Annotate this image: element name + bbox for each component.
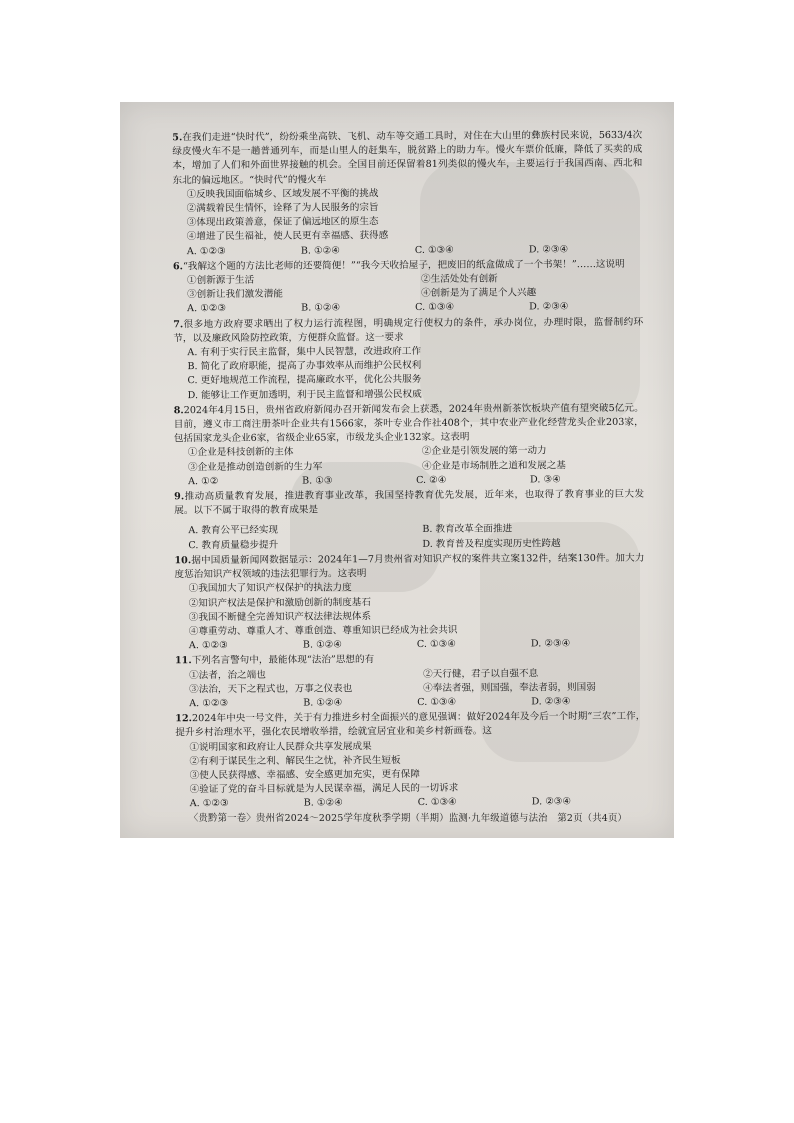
statement-item: ②满载着民生情怀，诠释了为人民服务的宗旨: [186, 202, 379, 215]
answer-choice: A. ①②③: [186, 245, 226, 257]
question-text: “我解这个题的方法比老师的还要简便！”“我今天收拾屋子，把废旧的纸盒做成了一个书架！”……这说明: [182, 258, 625, 273]
question-block: [175, 652, 645, 711]
answer-choice: C. ①③④: [415, 302, 455, 314]
question-stem: [174, 488, 644, 519]
question-stem: [175, 710, 645, 741]
statement-item: ①反映我国面临城乡、区域发展不平衡的挑战: [186, 187, 379, 200]
statement-item: ③企业是推动创造创新的生力军: [187, 461, 323, 473]
answer-choices: [174, 473, 644, 490]
answer-choice: C. ①③④: [416, 638, 456, 651]
statement-item: ③使人民获得感、幸福感、安全感更加充实，更有保障: [189, 768, 420, 782]
question-number: 8.: [173, 405, 184, 417]
answer-choices: [173, 300, 643, 317]
answer-choice: C. ①③④: [417, 696, 457, 708]
question-number: 6.: [172, 261, 183, 273]
answer-choice: D. ②③④: [531, 696, 571, 708]
answer-choice: B. ①③: [302, 475, 333, 487]
question-text: 推动高质量教育发展，推进教育事业改革，我国坚持教育优先发展，近年来，也取得了教育事业的巨大发展。以下不属于取得的教育成果是: [174, 488, 645, 517]
question-stem: [173, 315, 643, 346]
question-stem: [172, 129, 642, 188]
statement-item: ②企业是引领发展的第一动力: [421, 445, 547, 458]
question-stem: [174, 402, 644, 447]
statement-list: [175, 738, 645, 797]
answer-choice: D. ②③④: [530, 638, 571, 650]
answer-choice: B. ①②④: [303, 797, 343, 809]
statement-item: ①法者，治之端也: [189, 669, 266, 681]
answer-choice: D. ③④: [530, 474, 561, 486]
answer-choice: D. ②③④: [529, 301, 569, 313]
question-number: 7.: [173, 318, 184, 330]
statement-item: ①创新源于生活: [186, 274, 255, 287]
answer-choices: [175, 637, 645, 654]
answer-choice: B. 教育改革全面推进: [422, 523, 513, 536]
statement-list: [175, 580, 645, 639]
statement-item: ②天行健，君子以自强不息: [423, 667, 539, 680]
question-block: [174, 488, 644, 553]
answer-choices: [173, 344, 643, 403]
answer-choice: A. ①②③: [189, 798, 229, 810]
statement-item: ④企业是市场制胜之道和发展之基: [421, 459, 566, 472]
question-number: 12.: [175, 713, 193, 725]
answer-choice: D. 教育普及程度实现历史性跨越: [422, 537, 561, 550]
question-block: [172, 129, 643, 259]
answer-choice: A. ①②③: [187, 303, 227, 315]
statement-item: ④创新是为了满足个人兴趣: [421, 287, 537, 300]
statement-item: ③创新让我们激发潜能: [187, 288, 284, 301]
question-text: 据中国质量新闻网数据显示：2024年1—7月贵州省对知识产权的案件共立案132件，结案130件。加大力度惩治知识产权领域的违法犯罪行为。这表明: [174, 552, 645, 581]
answer-choice: A. 有利于实行民主监督，集中人民智慧，改进政府工作: [187, 345, 422, 359]
answer-choices: [173, 242, 643, 259]
answer-choice: D. ②③④: [528, 243, 569, 255]
question-number: 9.: [174, 491, 185, 503]
question-block: [173, 315, 643, 403]
answer-choice: C. 更好地规范工作流程，提高廉政水平，优化公共服务: [187, 374, 422, 387]
question-number: 11.: [174, 655, 192, 667]
answer-choice: B. ①②④: [303, 697, 343, 709]
answer-choice: A. ①②: [188, 475, 219, 488]
question-text: 2024年4月15日，贵州省政府新闻办召开新闻发布会上获悉，2024年贵州新茶饮板块产值有望突破5亿元。目前，遵义市工商注册茶叶企业共有1566家，茶叶专业合作社408个，其中农业产业化经营龙头企业203家，包括国家龙头企业6家，省级企业65家，市级龙头企业132家。这表明: [173, 402, 644, 445]
answer-choices: [174, 522, 644, 553]
statement-item: ①说明国家和政府让人民群众共享发展成果: [189, 740, 372, 753]
statement-list: [174, 444, 644, 475]
answer-choice: D. ②③④: [531, 796, 572, 808]
question-text: 2024年中央一号文件，关于有力推进乡村全面振兴的意见强调：做好2024年及今后一个时期“三农”工作，提升乡村治理水平，强化农民增收举措，绘就宜居宜业和美乡村新画卷。这: [175, 710, 646, 739]
question-number: 5.: [172, 132, 183, 144]
statement-item: ③法治，天下之程式也，万事之仪表也: [189, 683, 353, 695]
answer-choice: A. ①②③: [189, 697, 229, 710]
statement-item: ①我国加大了知识产权保护的执法力度: [188, 582, 352, 595]
statement-item: ②有利于谋民生之利、解民生之忧，补齐民生短板: [189, 754, 401, 767]
question-text: 在我们走进“快时代”，纷纷乘坐高铁、飞机、动车等交通工具时，对住在大山里的彝族村民来说，5633/4次绿皮慢火车不是一趟普通列车，而是山里人的赶集车，脱贫路上的助力车。慢火车票价低廉，降低了买卖的成本，增加了人们和外面世界接触的机会。全国目前还保留着81列类似的慢火车，主要运行于我国西南、西北和东北的偏远地区。“快时代”的慢火车: [172, 129, 643, 186]
statement-item: ④验证了党的奋斗目标就是为人民谋幸福，满足人民的一切诉求: [189, 782, 459, 796]
answer-choices: [175, 695, 645, 712]
question-stem: [174, 552, 644, 583]
statement-item: ④增进了民生福祉，使人民更有幸福感、获得感: [186, 230, 389, 243]
answer-choice: D. 能够让工作更加透明，利于民主监督和增强公民权威: [187, 388, 422, 401]
statement-item: ①企业是科技创新的主体: [187, 447, 294, 459]
statement-list: [173, 272, 643, 303]
question-number: 10.: [174, 555, 192, 567]
question-block: [174, 552, 645, 654]
answer-choice: B. ①②④: [302, 639, 342, 651]
question-list: [172, 129, 646, 813]
answer-choice: C. 教育质量稳步提升: [188, 539, 279, 551]
page-footer: 〈贵黔第一卷〉贵州省2024～2025学年度秋季学期（半期）监测·九年级道德与法治 第2页（共4页）: [188, 813, 628, 824]
question-text: 很多地方政府要求晒出了权力运行流程图，明确规定行使权力的条件，承办岗位，办理时限，监督制约环节，以及廉政风险防控政策，方便群众监督。这一要求: [173, 316, 644, 345]
question-block: [175, 710, 646, 812]
statement-item: ④奉法者强，则国强，奉法者弱，则国弱: [423, 681, 596, 694]
answer-choice: C. ①③④: [417, 797, 457, 809]
question-block: [174, 402, 644, 490]
statement-item: ②知识产权法是保护和激励创新的制度基石: [188, 596, 371, 609]
statement-item: ③我国不断健全完善知识产权法律法规体系: [188, 610, 372, 623]
answer-choice: C. ②④: [416, 474, 447, 486]
answer-choice: B. ①②④: [301, 302, 341, 314]
answer-choice: A. ①②③: [188, 640, 228, 652]
answer-choice: B. 简化了政府职能，提高了办事效率从而维护公民权利: [187, 360, 422, 373]
answer-choice: B. ①②④: [300, 244, 340, 257]
question-block: [173, 258, 643, 317]
answer-choice: A. 教育公平已经实现: [188, 525, 279, 537]
statement-item: ③体现出政策善意，保证了偏远地区的原生态: [186, 216, 379, 229]
statement-list: [173, 186, 643, 245]
statement-item: ④尊重劳动、尊重人才、尊重创造、尊重知识已经成为社会共识: [188, 624, 458, 638]
question-text: 下列名言警句中，最能体现“法治”思想的有: [191, 654, 375, 667]
statement-list: [175, 666, 645, 697]
exam-page-photo: [120, 102, 674, 838]
answer-choice: C. ①③④: [414, 244, 454, 256]
statement-item: ②生活处处有创新: [420, 273, 498, 285]
